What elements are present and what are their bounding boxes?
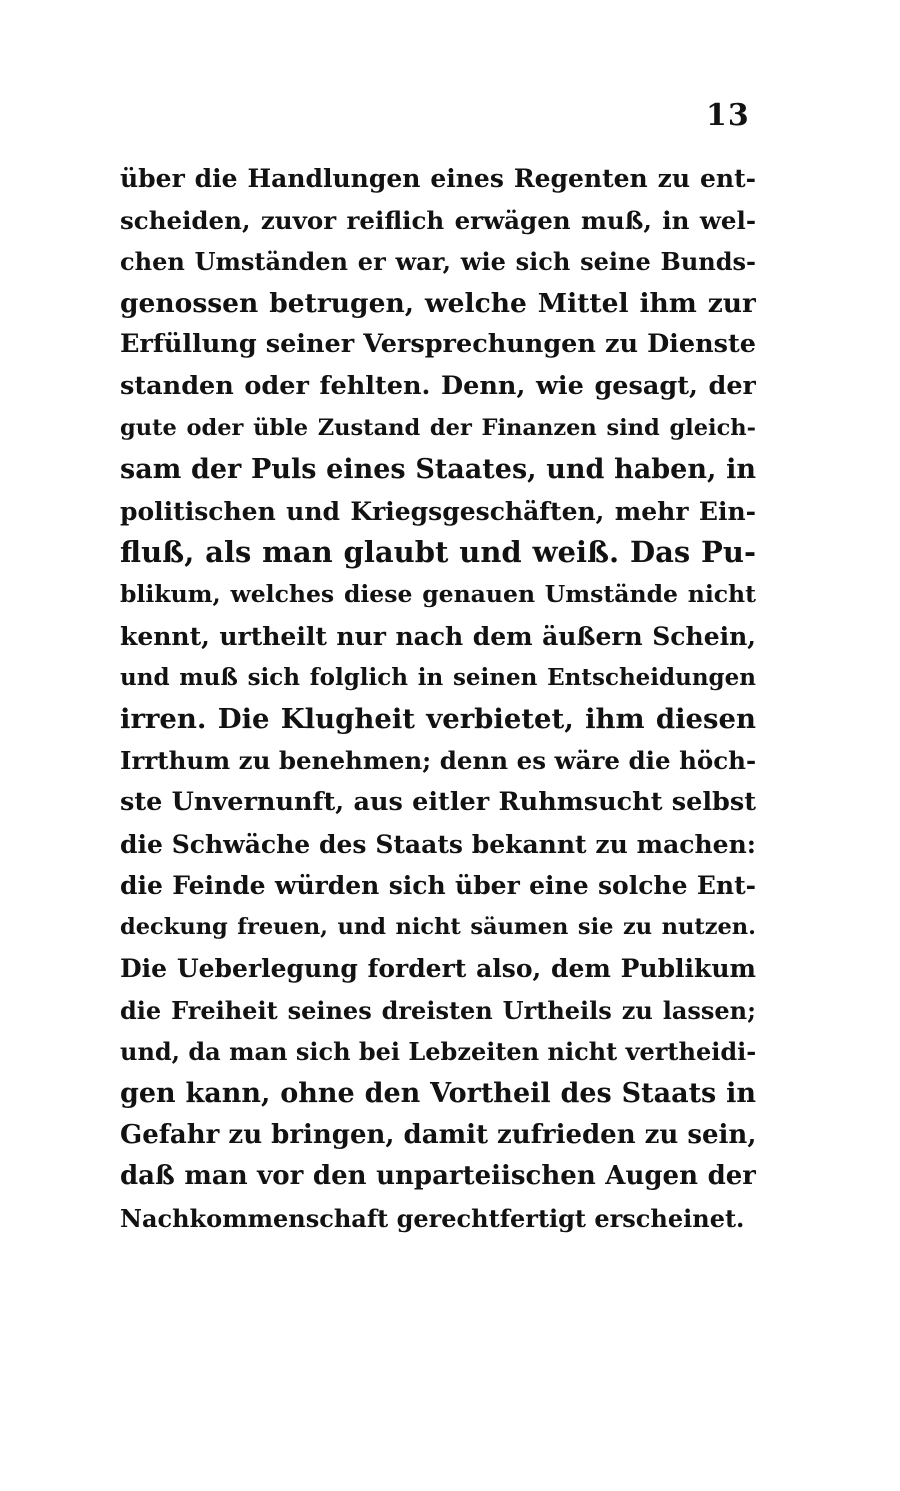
text-line: fluß, als man glaubt und weiß. Das Pu- <box>120 535 756 570</box>
text-line: politischen und Kriegsgeschäften, mehr Ein- <box>120 496 756 526</box>
text-line: Nachkommenschaft gerechtfertigt erscheinet. <box>120 1203 745 1233</box>
text-line: die Freiheit seines dreisten Urtheils zu lassen; <box>120 995 756 1025</box>
text-line: deckung freuen, und nicht säumen sie zu nutzen. <box>120 913 756 940</box>
text-line: chen Umständen er war, wie sich seine Bunds- <box>120 247 756 277</box>
text-line: Die Ueberlegung fordert also, dem Publikum <box>120 954 756 984</box>
text-line: ste Unvernunft, aus eitler Ruhmsucht selbst <box>120 786 756 817</box>
text-line: genossen betrugen, welche Mittel ihm zur <box>120 287 756 319</box>
text-line: irren. Die Klugheit verbietet, ihm diesen <box>120 702 756 735</box>
text-line: gute oder üble Zustand der Finanzen sind gleich- <box>120 414 756 441</box>
text-line: daß man vor den unparteiischen Augen der <box>120 1161 756 1192</box>
body-text <box>120 158 756 1239</box>
text-line: standen oder fehlten. Denn, wie gesagt, der <box>120 370 756 401</box>
text-line: Irrthum zu benehmen; denn es wäre die höch- <box>120 746 756 776</box>
text-line: Gefahr zu bringen, damit zufrieden zu sein, <box>120 1119 756 1150</box>
text-line: die Schwäche des Staats bekannt zu machen: <box>120 829 756 859</box>
text-line: und, da man sich bei Lebzeiten nicht vertheidi- <box>120 1037 756 1067</box>
text-line: gen kann, ohne den Vortheil des Staats in <box>120 1078 756 1110</box>
text-line: Erfüllung seiner Versprechungen zu Dienste <box>120 329 756 360</box>
page-number: 13 <box>706 98 750 133</box>
text-line: sam der Puls eines Staates, und haben, in <box>120 454 756 486</box>
text-line: scheiden, zuvor reiflich erwägen muß, in wel- <box>120 205 756 235</box>
text-line: die Feinde würden sich über eine solche Ent- <box>120 871 756 901</box>
text-line: über die Handlungen eines Regenten zu ent- <box>120 164 756 193</box>
text-line: blikum, welches diese genauen Umstände nicht <box>120 579 756 608</box>
text-line: und muß sich folglich in seinen Entscheidungen <box>120 664 756 692</box>
text-line: kennt, urtheilt nur nach dem äußern Schein, <box>120 621 756 651</box>
